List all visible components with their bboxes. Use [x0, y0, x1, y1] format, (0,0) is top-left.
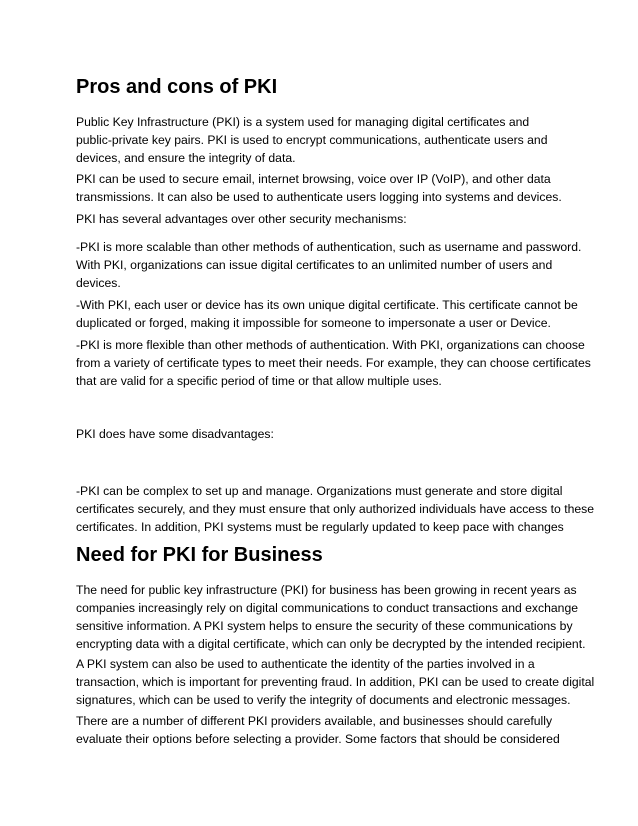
text-line: sensitive information. A PKI system helps to ensure the security of these communications by	[76, 619, 573, 633]
text-line: companies increasingly rely on digital communications to conduct transactions and exchange	[76, 601, 578, 615]
paragraph	[76, 296, 576, 332]
paragraph	[76, 712, 576, 748]
text-line: transaction, which is important for preventing fraud. In addition, PKI can be used to create digital	[76, 675, 595, 689]
text-line: evaluate their options before selecting a provider. Some factors that should be considered	[76, 732, 560, 746]
paragraph	[76, 113, 576, 167]
text-line: PKI can be used to secure email, internet browsing, voice over IP (VoIP), and other data	[76, 172, 551, 186]
text-line: that are valid for a specific period of time or that allow multiple uses.	[76, 374, 442, 388]
text-line: With PKI, organizations can issue digital certificates to an unlimited number of users and	[76, 258, 553, 272]
text-line: encrypting data with a digital certificate, which can only be decrypted by the intended recipient.	[76, 637, 586, 651]
text-line: public-private key pairs. PKI is used to encrypt communications, authenticate users and	[76, 133, 548, 147]
text-line: devices.	[76, 276, 121, 290]
section-heading-pros-cons: Pros and cons of PKI	[76, 76, 278, 98]
text-line: The need for public key infrastructure (PKI) for business has been growing in recent years as	[76, 583, 577, 597]
paragraph	[76, 170, 576, 206]
text-line: transmissions. It can also be used to authenticate users logging into systems and devices.	[76, 190, 562, 204]
text-line: certificates. In addition, PKI systems must be regularly updated to keep pace with changes	[76, 520, 564, 534]
paragraph	[76, 238, 582, 292]
text-line: duplicated or forged, making it impossible for someone to impersonate a user or Device.	[76, 316, 551, 330]
paragraph	[76, 336, 591, 390]
text-line: -PKI is more flexible than other methods of authentication. With PKI, organizations can choose	[76, 338, 585, 352]
text-line: PKI does have some disadvantages:	[76, 427, 274, 441]
paragraph	[76, 482, 595, 536]
text-line: from a variety of certificate types to meet their needs. For example, they can choose certificates	[76, 356, 591, 370]
text-line: signatures, which can be used to verify the integrity of documents and electronic messages.	[76, 693, 571, 707]
text-line: PKI has several advantages over other security mechanisms:	[76, 212, 407, 226]
paragraph	[76, 581, 586, 653]
text-line: A PKI system can also be used to authenticate the identity of the parties involved in a	[76, 657, 535, 671]
text-line: devices, and ensure the integrity of data.	[76, 151, 296, 165]
text-line: -With PKI, each user or device has its own unique digital certificate. This certificate cannot be	[76, 298, 578, 312]
text-line: There are a number of different PKI providers available, and businesses should carefully	[76, 714, 553, 728]
text-line: -PKI can be complex to set up and manage. Organizations must generate and store digital	[76, 484, 563, 498]
paragraph	[76, 210, 576, 228]
text-line: Public Key Infrastructure (PKI) is a system used for managing digital certificates and	[76, 115, 530, 129]
paragraph	[76, 655, 595, 709]
section-heading-need-for-pki: Need for PKI for Business	[76, 544, 323, 566]
text-line: certificates securely, and they must ensure that only authorized individuals have access to these	[76, 502, 595, 516]
paragraph	[76, 425, 576, 443]
text-line: -PKI is more scalable than other methods of authentication, such as username and password.	[76, 240, 582, 254]
